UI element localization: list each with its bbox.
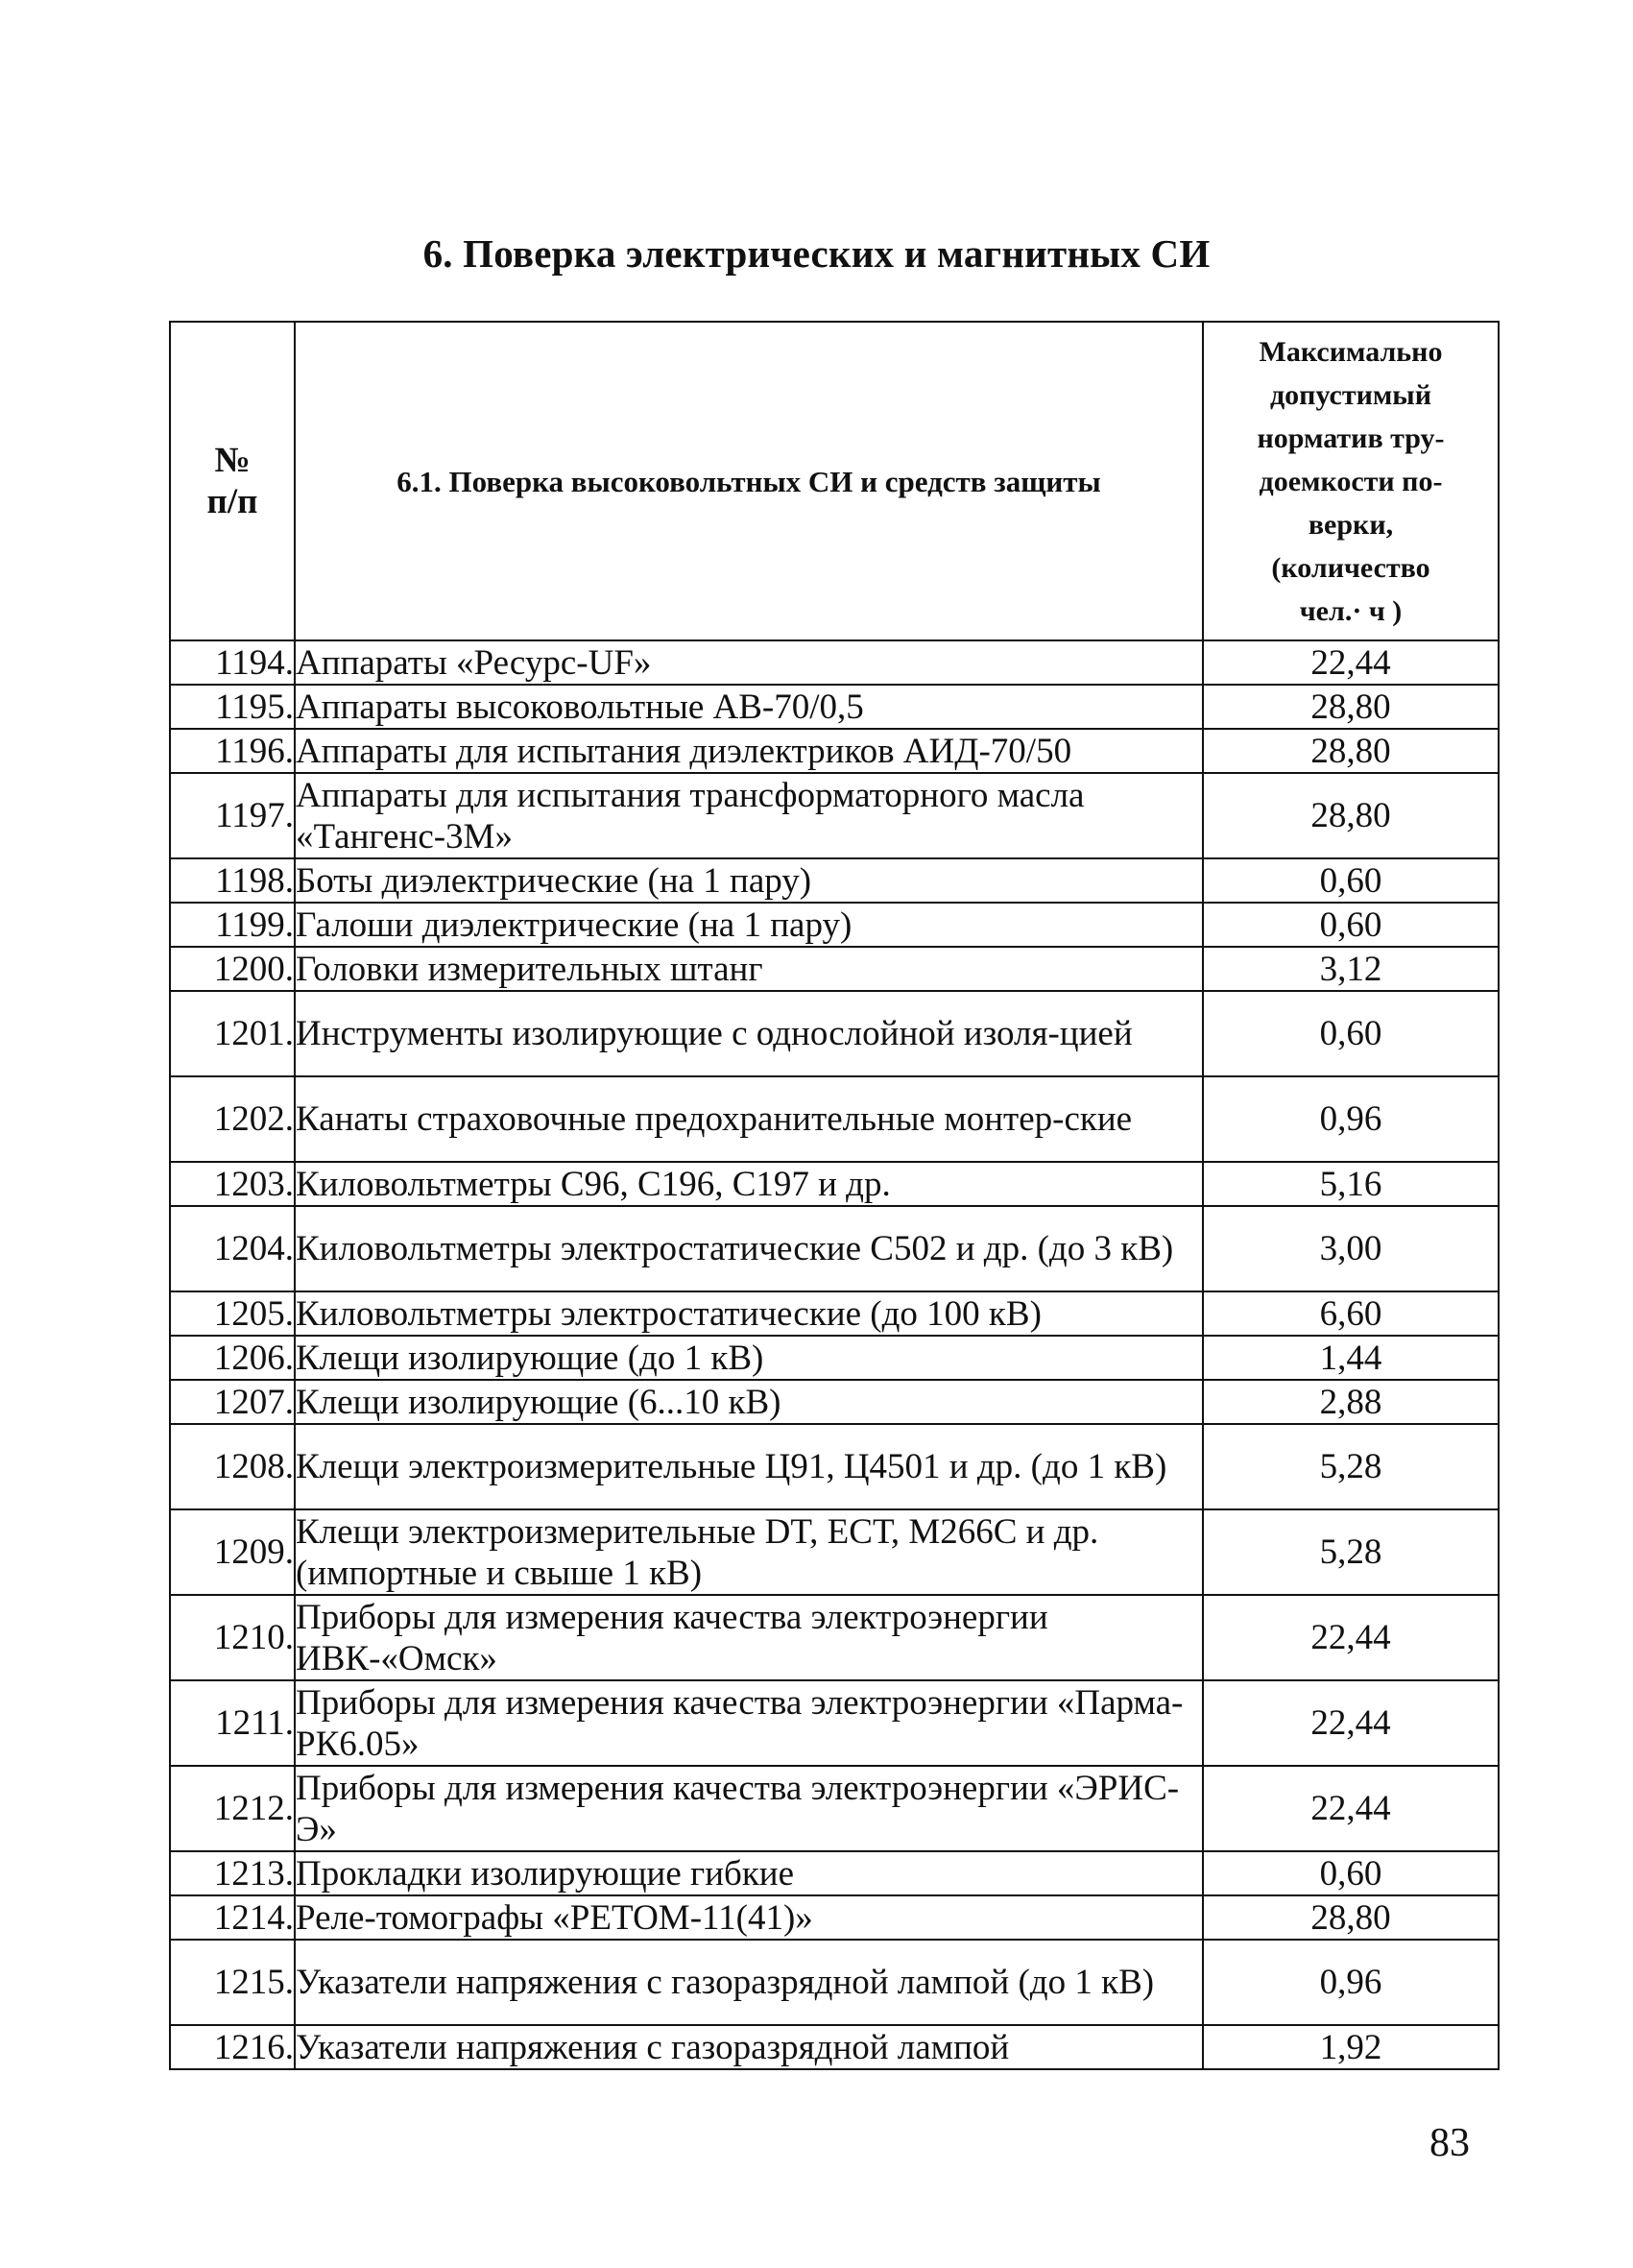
header-value-line: допустимый (1269, 378, 1432, 411)
table-row (170, 1509, 1499, 1595)
row-number: 1216. (170, 2025, 295, 2069)
row-value: 0,96 (1203, 1940, 1499, 2025)
table-row (170, 1895, 1499, 1940)
row-number: 1208. (170, 1424, 295, 1509)
row-name: Реле-томографы «РЕТОМ-11(41)» (295, 1895, 1203, 1940)
row-number: 1214. (170, 1895, 295, 1940)
section-title: 6. Поверка электрических и магнитных СИ (422, 231, 1211, 276)
table-row (170, 640, 1499, 685)
table-row (170, 858, 1499, 903)
row-name: Головки измерительных штанг (295, 947, 1203, 991)
table-row (170, 903, 1499, 947)
row-name: Аппараты для испытания диэлектриков АИД-70/50 (295, 729, 1203, 773)
row-number: 1196. (170, 729, 295, 773)
header-value-line: норматив тру- (1257, 422, 1445, 454)
row-value: 22,44 (1203, 1595, 1499, 1680)
table-row (170, 1380, 1499, 1424)
row-name: Киловольтметры С96, С196, С197 и др. (295, 1162, 1203, 1206)
row-name: Аппараты для испытания трансформаторного масла «Тангенс-3М» (295, 773, 1203, 858)
header-name: 6.1. Поверка высоковольтных СИ и средств защиты (295, 322, 1203, 640)
table-row (170, 1595, 1499, 1680)
row-number: 1199. (170, 903, 295, 947)
row-number: 1203. (170, 1162, 295, 1206)
header-value (1203, 322, 1499, 640)
row-name: Прокладки изолирующие гибкие (295, 1851, 1203, 1895)
row-number: 1211. (170, 1680, 295, 1766)
row-number: 1213. (170, 1851, 295, 1895)
table-row (170, 1336, 1499, 1380)
norms-table (169, 321, 1500, 2070)
row-number: 1206. (170, 1336, 295, 1380)
row-name: Приборы для измерения качества электроэнергии ИВК-«Омск» (295, 1595, 1203, 1680)
table-row (170, 991, 1499, 1076)
header-number-abbr: п/п (206, 482, 258, 521)
row-value: 3,00 (1203, 1206, 1499, 1291)
row-number: 1212. (170, 1766, 295, 1851)
header-value-line: (количество (1271, 551, 1430, 584)
table-row (170, 947, 1499, 991)
row-value: 28,80 (1203, 729, 1499, 773)
row-name: Клещи электроизмерительные DT, ЕСТ, М266С и др. (импортные и свыше 1 кВ) (295, 1509, 1203, 1595)
table-row (170, 1766, 1499, 1851)
row-value: 22,44 (1203, 1766, 1499, 1851)
row-value: 0,96 (1203, 1076, 1499, 1162)
row-number: 1201. (170, 991, 295, 1076)
row-value: 0,60 (1203, 858, 1499, 903)
header-value-line: Максимально (1259, 335, 1443, 368)
row-value: 5,28 (1203, 1424, 1499, 1509)
row-value: 0,60 (1203, 991, 1499, 1076)
row-number: 1204. (170, 1206, 295, 1291)
row-number: 1195. (170, 685, 295, 729)
table-row (170, 1851, 1499, 1895)
row-number: 1215. (170, 1940, 295, 2025)
table-row (170, 1076, 1499, 1162)
row-number: 1197. (170, 773, 295, 858)
header-value-line: чел.· ч ) (1299, 594, 1403, 627)
row-name: Приборы для измерения качества электроэнергии «Парма-РК6.05» (295, 1680, 1203, 1766)
row-number: 1198. (170, 858, 295, 903)
row-name: Боты диэлектрические (на 1 пару) (295, 858, 1203, 903)
row-name: Указатели напряжения с газоразрядной лампой (295, 2025, 1203, 2069)
table-header-row (170, 322, 1499, 640)
row-value: 5,16 (1203, 1162, 1499, 1206)
row-value: 1,92 (1203, 2025, 1499, 2069)
row-name: Клещи изолирующие (до 1 кВ) (295, 1336, 1203, 1380)
row-value: 0,60 (1203, 1851, 1499, 1895)
table-row (170, 1162, 1499, 1206)
row-value: 6,60 (1203, 1291, 1499, 1336)
table-row (170, 1206, 1499, 1291)
table-row (170, 729, 1499, 773)
row-name: Клещи электроизмерительные Ц91, Ц4501 и др. (до 1 кВ) (295, 1424, 1203, 1509)
page-number: 83 (1429, 2121, 1470, 2165)
row-number: 1207. (170, 1380, 295, 1424)
row-value: 28,80 (1203, 773, 1499, 858)
row-number: 1194. (170, 640, 295, 685)
row-value: 3,12 (1203, 947, 1499, 991)
row-name: Клещи изолирующие (6...10 кВ) (295, 1380, 1203, 1424)
row-name: Киловольтметры электростатические (до 100 кВ) (295, 1291, 1203, 1336)
row-name: Канаты страховочные предохранительные монтер-ские (295, 1076, 1203, 1162)
row-value: 28,80 (1203, 1895, 1499, 1940)
row-name: Аппараты «Ресурс-UF» (295, 640, 1203, 685)
row-value: 22,44 (1203, 1680, 1499, 1766)
row-value: 22,44 (1203, 640, 1499, 685)
header-number (170, 322, 295, 640)
table-row (170, 773, 1499, 858)
header-value-line: доемкости по- (1259, 465, 1443, 497)
table-row (170, 1424, 1499, 1509)
row-name: Инструменты изолирующие с однослойной изоля-цией (295, 991, 1203, 1076)
table-row (170, 685, 1499, 729)
norms-table-container (169, 321, 1498, 2070)
row-number: 1200. (170, 947, 295, 991)
row-name: Приборы для измерения качества электроэнергии «ЭРИС-Э» (295, 1766, 1203, 1851)
table-row (170, 1680, 1499, 1766)
row-number: 1209. (170, 1509, 295, 1595)
row-name: Указатели напряжения с газоразрядной лампой (до 1 кВ) (295, 1940, 1203, 2025)
header-value-line: верки, (1308, 508, 1394, 541)
row-value: 28,80 (1203, 685, 1499, 729)
row-value: 2,88 (1203, 1380, 1499, 1424)
row-number: 1210. (170, 1595, 295, 1680)
row-name: Галоши диэлектрические (на 1 пару) (295, 903, 1203, 947)
table-row (170, 1291, 1499, 1336)
row-number: 1205. (170, 1291, 295, 1336)
row-name: Киловольтметры электростатические С502 и др. (до 3 кВ) (295, 1206, 1203, 1291)
header-number-symbol: № (214, 441, 251, 480)
table-row (170, 1940, 1499, 2025)
row-value: 5,28 (1203, 1509, 1499, 1595)
row-number: 1202. (170, 1076, 295, 1162)
row-value: 0,60 (1203, 903, 1499, 947)
row-name: Аппараты высоковольтные АВ-70/0,5 (295, 685, 1203, 729)
row-value: 1,44 (1203, 1336, 1499, 1380)
table-row (170, 2025, 1499, 2069)
